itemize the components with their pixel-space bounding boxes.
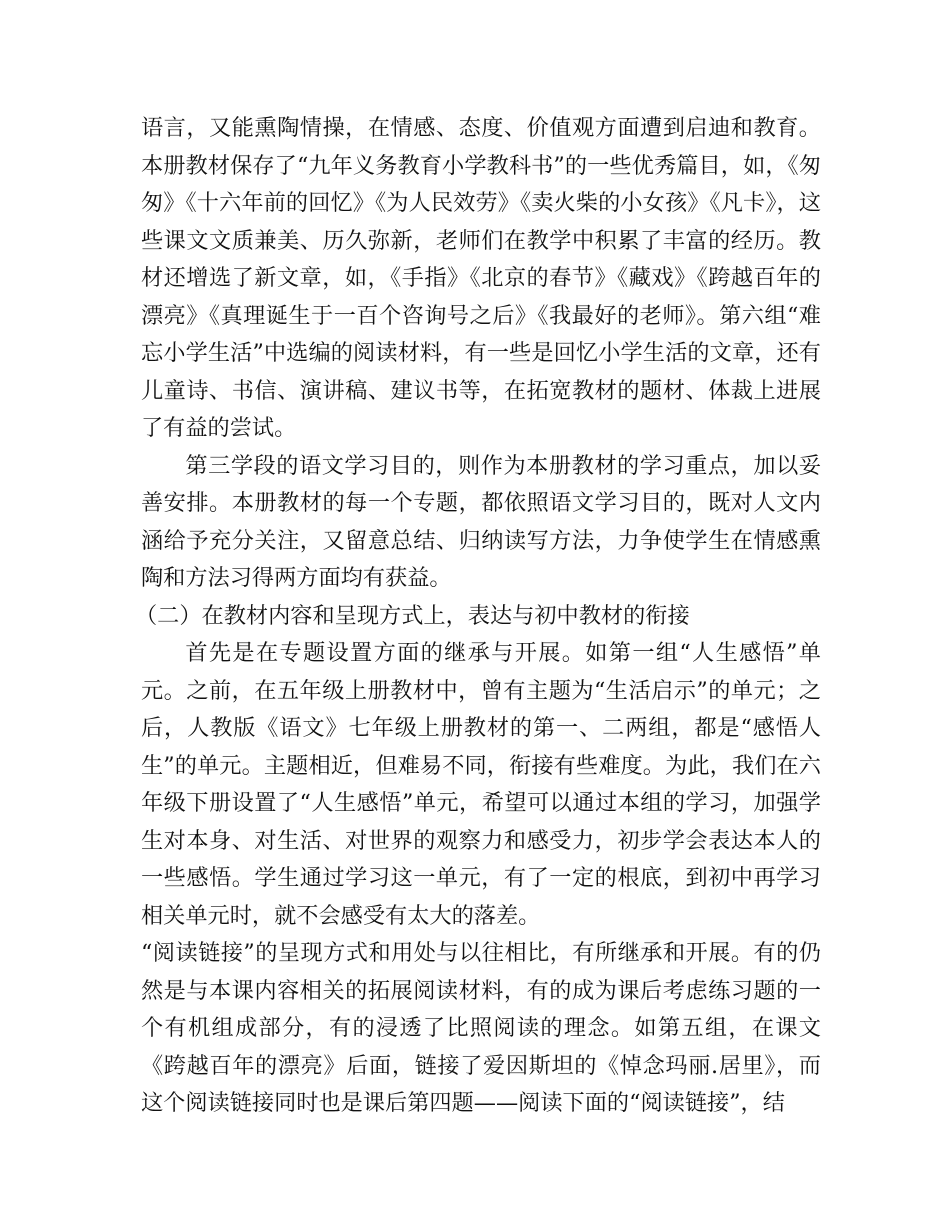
paragraph-learning-goals: 第三学段的语文学习目的，则作为本册教材的学习重点，加以妥善安排。本册教材的每一个专题，都依照语文学习目的，既对人文内涵给予充分关注，又留意总结、归纳读写方法，力争使学生在情感熏陶和方法习得两方面均有获益。: [141, 452, 821, 591]
paragraph-topic-settings: 首先是在专题设置方面的继承与开展。如第一组“人生感悟”单元。之前，在五年级上册教材中，曾有主题为“生活启示”的单元；之后，人教版《语文》七年级上册教材的第一、二两组，都是“感悟人生”的单元。主题相近，但难易不同，衔接有些难度。为此，我们在六年级下册设置了“人生感悟”单元，希望可以通过本组的学习，加强学生对本身、对生活、对世界的观察力和感受力，初步学会表达本人的一些感悟。学生通过学习这一单元，有了一定的根底，到初中再学习相关单元时，就不会感受有太大的落差。: [141, 640, 821, 929]
section-heading: （二）在教材内容和呈现方式上，表达与初中教材的衔接: [135, 602, 690, 629]
paragraph-reading-links: “阅读链接”的呈现方式和用处与以往相比，有所继承和开展。有的仍然是与本课内容相关的拓展阅读材料，有的成为课后考虑练习题的一个有机组成部分，有的浸透了比照阅读的理念。如第五组，在课文《跨越百年的漂亮》后面，链接了爱因斯坦的《悼念玛丽.居里》，而这个阅读链接同时也是课后第四题——阅读下面的“阅读链接”，结: [141, 940, 821, 1116]
paragraph-textbook-selections: 语言，又能熏陶情操，在情感、态度、价值观方面遭到启迪和教育。本册教材保存了“九年义务教育小学教科书”的一些优秀篇目，如，《匆匆》《十六年前的回忆》《为人民效劳》《卖火柴的小女孩》《凡卡》，这些课文文质兼美、历久弥新，老师们在教学中积累了丰富的经历。教材还增选了新文章，如，《手指》《北京的春节》《藏戏》《跨越百年的漂亮》《真理诞生于一百个咨询号之后》《我最好的老师》。第六组“难忘小学生活”中选编的阅读材料，有一些是回忆小学生活的文章，还有儿童诗、书信、演讲稿、建议书等，在拓宽教材的题材、体裁上进展了有益的尝试。: [141, 115, 821, 441]
document-body: [135, 110, 821, 1123]
